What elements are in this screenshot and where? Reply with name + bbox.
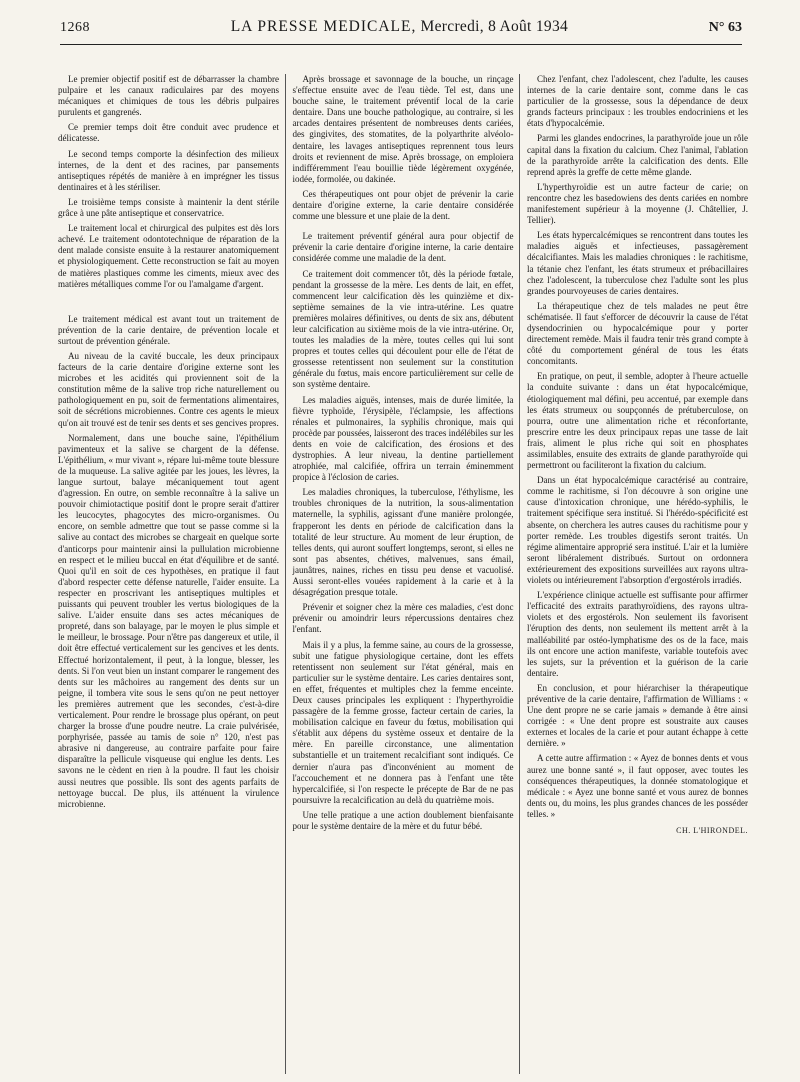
paragraph: A cette autre affirmation : « Ayez de bonnes dents et vous aurez une bonne santé », il faut opposer, avec toutes les conséquences thérapeutiques, la donnée stomatologique et médicale : « Ayez une bonne santé et vous aurez de bonnes dents ou, du moins, les plus grandes chances de les posséder telles. » <box>527 753 748 819</box>
paragraph: Chez l'enfant, chez l'adolescent, chez l'adulte, les causes internes de la carie dentaire sont, comme dans le cas particulier de la grossesse, sous la dépendance de deux grands facteurs principaux : les troubles endocriniens et les états d'hypocalcémie. <box>527 74 748 129</box>
paragraph: Ce premier temps doit être conduit avec prudence et délicatesse. <box>58 122 279 144</box>
paragraph: Mais il y a plus, la femme saine, au cours de la grossesse, subit une fatigue physiologique certaine, dont les effets retentissent non seulement sur l'état général, mais en particulier sur le système dentaire. Les caries dentaires sont, en effet, fréquentes et multiples chez la femme enceinte. Deux causes principales les expliquent : l'hyperthyroïdie passagère de la femme grosse, facteur certain de caries, la mobilisation calcique en faveur du fœtus, mobilisation qui s'établit aux dépens du système osseux et dentaire de la mère. En pareille circonstance, une alimentation substantielle et un traitement recalcifiant sont indiqués. Ce dernier n'aura pas d'inconvénient au moment de l'accouchement et ne donnera pas à l'enfant une tête hypercalcifiée, si l'on respecte le précepte de Bar de ne pas poursuivre la recalcification au delà du quatrième mois. <box>292 639 514 805</box>
page-number: 1268 <box>60 20 90 35</box>
paragraph: Les états hypercalcémiques se rencontrent dans toutes les maladies aiguës et infectieuses, passagèrement décalcifiantes. Mais les maladies chroniques : le rachitisme, la tétanie chez l'enfant, les états strumeux et prébacillaires chez l'adolescent, la tuberculose chez l'adulte sont les plus grandes pourvoyeuses de caries dentaires. <box>527 230 748 296</box>
paragraph: Prévenir et soigner chez la mère ces maladies, c'est donc prévenir ou amoindrir leurs répercussions dentaires chez l'enfant. <box>292 602 514 635</box>
paragraph: Normalement, dans une bouche saine, l'épithélium pavimenteux et la salive se chargent de la défense. L'épithélium, « mur vivant », répare lui-même toute blessure de la muqueuse. La salive agitée par les joues, les lèvres, la langue surtout, balaye mécaniquement tout agent d'agression. En outre, on semble reconnaître à la salive un pouvoir chimiotactique positif dont le propre serait d'attirer les leucocytes, phagocytes des micro-organismes. Ou encore, on semble admettre que tout se passe comme si la salive au contact des microbes se chargeait en quelque sorte d'anticorps pour maintenir ainsi la pullulation microbienne en respect et le milieu buccal en état d'équilibre et de santé. Quoi qu'il en soit de ces hypothèses, en pratique il faut d'abord respecter cette défense naturelle, l'aider ensuite. La respecter en proscrivant les antiseptiques multiples et puissants qui peuvent troubler les vertus biologiques de la salive. L'aider ensuite dans ses actes mécaniques de propreté, dans son balayage, par le moyen le plus simple et le meilleur, le brossage. Pour n'être pas dangereux et utile, il doit être effectué verticalement sur les gencives et les dents. Effectué horizontalement, il peut, à la longue, blesser, les dents. Si l'on veut bien un instant comparer le rangement des dents sur les mâchoires au rangement des dents sur un peigne, il tombera vite sous le sens qu'on ne peut nettoyer les premières autrement que les secondes, c'est-à-dire verticalement. Pour rendre le brossage plus opérant, on peut charger la brosse d'une poudre neutre. La craie pulvérisée, porphyrisée, passée au tamis de soie n° 120, n'est pas abrasive ni dangereuse, au contraire parfaite pour faire disparaître la pellicule visqueuse qui englue les dents. Les savons ne le cèdent en rien à la poudre. Il faut les choisir aussi neutres que possible. Ils sont des agents parfaits de nettoyage buccal. De plus, ils atténuent la virulence microbienne. <box>58 432 279 809</box>
paragraph: Le traitement médical est avant tout un traitement de prévention de la carie dentaire, de prévention locale et surtout de prévention générale. <box>58 313 279 346</box>
author-name: CH. L'HIRONDEL. <box>676 826 748 835</box>
page-header <box>60 18 742 45</box>
paragraph: En conclusion, et pour hiérarchiser la thérapeutique préventive de la carie dentaire, l'affirmation de Williams : « Une dent propre ne se carie jamais » demande à être ainsi corrigée : « Une dent propre est soustraite aux causes externes et locales de la carie et pour autant échappe à cette dernière. » <box>527 682 748 749</box>
paragraph: Le premier objectif positif est de débarrasser la chambre pulpaire et les canaux radiculaires par des moyens mécaniques et chimiques de tous les débris pulpaires purulents et gangrenés. <box>58 74 279 118</box>
paragraph: Dans un état hypocalcémique caractérisé au contraire, comme le rachitisme, si l'on découvre à son origine une cause d'intoxication chronique, une hérédo-syphilis, le traitement spécifique sera institué. Si l'hérédo-spécificité est absente, on cherchera les autres causes du rachitisme pour y porter remède. Les troubles digestifs seront traités. Un régime alimentaire approprié sera institué. L'air et la lumière seront libéralement distribués. Surtout on ordonnera extérieurement des expositions surveillées aux rayons ultra-violets ou intérieurement l'absorption d'ergostérols irradiés. <box>527 475 748 586</box>
publication-title: LA PRESSE MEDICALE, <box>230 18 417 35</box>
column-2 <box>285 74 514 1074</box>
article-body <box>58 74 748 1074</box>
paragraph: Ces thérapeutiques ont pour objet de prévenir la carie dentaire d'origine externe, la carie dentaire considérée comme une blessure et une plaie de la dent. <box>292 188 514 222</box>
paragraph: Le troisième temps consiste à maintenir la dent stérile grâce à une pâte antiseptique et conservatrice. <box>58 196 279 219</box>
paragraph: Le second temps comporte la désinfection des milieux internes, de la dent et des racines, par pansements antiseptiques répétés de manière à en imprégner les tissus dentinaires et à les stériliser. <box>58 148 279 192</box>
paragraph: Le traitement préventif général aura pour objectif de prévenir la carie dentaire d'origine interne, la carie dentaire considérée comme une maladie de la dent. <box>292 231 514 264</box>
column-1 <box>58 74 279 1074</box>
paragraph: Au niveau de la cavité buccale, les deux principaux facteurs de la carie dentaire d'origine externe sont les microbes et les acidités qui proviennent soit de la constitution même de la salive trop riche naturellement ou pathologiquement en pu, soit de fermentations alimentaires, soit de sécrétions microbiennes. Contre ces agents le mieux qu'on ait trouvé est de tenir ses dents et ses gencives propres. <box>58 350 279 428</box>
running-title <box>231 18 568 36</box>
paragraph: Les maladies chroniques, la tuberculose, l'éthylisme, les troubles chroniques de la nutrition, la sous-alimentation maternelle, la syphilis, agissant d'une manière prolongée, frapperont les dents en période de calcification dans la totalité de leur structure. Au moment de leur éruption, de telles dents, qui auront souffert longtemps, seront, si elles ne sont pas absentes, chétives, malvenues, sans émail, jaunâtres, naines, riches en tissu peu dense et vacuolisé. Aussi seront-elles vouées rapidement à la carie et à la désagrégation presque totale. <box>292 487 514 598</box>
paragraph: Les maladies aiguës, intenses, mais de durée limitée, la fièvre typhoïde, l'érysipèle, l'éclampsie, les affections rénales et pulmonaires, la syphilis chronique, mais qui procède par poussées, laisseront des traces indélébiles sur les dents en voie de calcification, des érosions et des dystrophies. A leur niveau, la dentine partiellement atrophiée, mal calcifiée, offrira un terrain éminemment propice à l'éclosion de caries. <box>292 394 514 483</box>
author-signature <box>527 826 748 835</box>
paragraph: L'expérience clinique actuelle est suffisante pour affirmer l'efficacité des extraits parathyroïdiens, des rayons ultra-violets et des ergostérols. Non seulement ils favorisent l'éruption des dents, non seulement ils mettent arrêt à la malléabilité par ostéo-lymphatisme des os de la face, mais ils ont encore une action manifeste, variable toutefois avec les sujets, sur la prévention et la guérison de la carie dentaire. <box>527 590 748 678</box>
paragraph: L'hyperthyroïdie est un autre facteur de carie; on rencontre chez les basedowiens des dents cariées en nombre manifestement supérieur à la moyenne (J. Châtellier, J. Tellier). <box>527 181 748 226</box>
paragraph: La thérapeutique chez de tels malades ne peut être schématisée. Il faut s'efforcer de découvrir la cause de l'état dysendocrinien ou hypocalcémique pour y porter directement remède. Mais il faudra tenir très grand compte à côté du comportement général de tous les états concomitants. <box>527 300 748 367</box>
paragraph: Une telle pratique a une action doublement bienfaisante pour le système dentaire de la mère et du futur bébé. <box>292 809 514 831</box>
paragraph: Parmi les glandes endocrines, la parathyroïde joue un rôle capital dans la fixation du calcium. Chez l'animal, l'ablation de la parathyroïde arrête la calcification des dents. Elle reprend après la greffe de cette même glande. <box>527 133 748 177</box>
paragraph: En pratique, on peut, il semble, adopter à l'heure actuelle la conduite suivante : dans un état hypocalcémique, étiologiquement mal défini, peu accentué, par exemple dans les états strumeux ou soupçonnés de prétuberculose, on pourra, outre une alimentation riche et réconfortante, prescrire entre les deux principaux repas une tasse de lait frais, aliment le plus riche qui soit en phosphates assimilables, ensuite des extraits de glande parathyroïde qui permettront ou faciliteront la fixation du calcium. <box>527 371 748 471</box>
issue-number: N° 63 <box>708 20 742 35</box>
paragraph: Ce traitement doit commencer tôt, dès la période fœtale, pendant la grossesse de la mère. Les dents de lait, en effet, commencent leur calcification dès les quinzième et dix-septième semaines de la vie intra-utérine. Les quatre premières molaires définitives, ou dents de six ans, débutent leur calcification au sixième mois de la vie intra-utérine. Or, toutes les maladies de la mère, toutes celles qui lui sont propres et toutes celles qui découlent pour elle de l'état de grossesse retentissent non seulement sur la constitution générale du fœtus, mais encore particulièrement sur celle de son système dentaire. <box>292 268 514 390</box>
paragraph: Après brossage et savonnage de la bouche, un rinçage s'effectue ensuite avec de l'eau tiède. Tel est, dans une bouche saine, le traitement préventif local de la carie dentaire. Dans une bouche pathologique, au contraire, si les arcades dentaires présentent de nombreuses dents cariées, des gingivites, des stomatites, de la polyarthrite alvéolo-dentaire, les lavages antiseptiques reprennent tous leurs droits et reviennent de mise. Après brossage, on emploiera indifféremment l'eau bouillie tiède légèrement oxygénée, iodée, formolée, ou dakinée. <box>292 74 514 184</box>
issue-date: Mercredi, 8 Août 1934 <box>420 18 569 35</box>
column-3 <box>519 74 748 1074</box>
paragraph: Le traitement local et chirurgical des pulpites est dès lors achevé. Le traitement odontotechnique de réparation de la dent malade consiste ensuite à la restaurer anatomiquement et physiologiquement. Cette reconstruction se fait au moyen de matières plastiques comme les ciments, mieux avec des matières métalliques comme l'or ou l'amalgame d'argent. <box>58 223 279 289</box>
